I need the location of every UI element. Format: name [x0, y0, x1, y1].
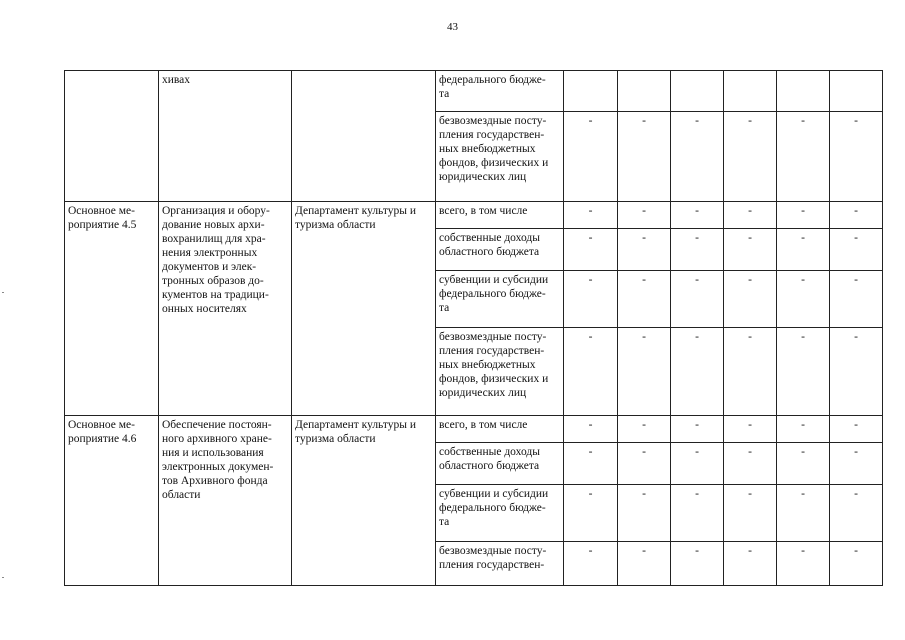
title-cell	[159, 416, 292, 586]
value-cell: -	[618, 112, 671, 202]
scan-mark	[2, 292, 4, 293]
value-cell: -	[671, 112, 724, 202]
page-number: 43	[447, 21, 458, 33]
value-cell: -	[564, 112, 618, 202]
executor-cell	[292, 202, 436, 416]
value-cell: -	[830, 328, 883, 416]
funding-source-text: субвенции и субсидии федерального бюдже- та	[439, 488, 549, 528]
title-cell	[159, 71, 292, 202]
value-cell: -	[830, 443, 883, 485]
value-cell: -	[830, 112, 883, 202]
value-cell: -	[671, 416, 724, 443]
value-cell: -	[564, 485, 618, 542]
value-cell: -	[564, 542, 618, 586]
value-cell: -	[564, 202, 618, 229]
value-cell: -	[724, 112, 777, 202]
executor-cell-text: Департамент культуры и туризма области	[295, 419, 416, 445]
value-cell: -	[830, 271, 883, 328]
value-cell: -	[724, 271, 777, 328]
value-cell: -	[777, 443, 830, 485]
value-cell: -	[777, 416, 830, 443]
funding-source-text: безвозмездные посту- пления государствен-	[439, 545, 547, 571]
funding-source-text: безвозмездные посту- пления государствен- ных внебюджетных фондов, физических и юридических лиц	[439, 115, 549, 183]
value-cell	[671, 71, 724, 112]
funding-source-text: всего, в том числе	[439, 205, 528, 217]
value-cell: -	[777, 202, 830, 229]
measure-cell	[65, 416, 159, 586]
value-cell: -	[777, 112, 830, 202]
value-cell: -	[618, 328, 671, 416]
value-cell: -	[830, 202, 883, 229]
funding-source-cell	[436, 328, 564, 416]
value-cell: -	[830, 229, 883, 271]
funding-source-cell	[436, 416, 564, 443]
value-cell: -	[777, 229, 830, 271]
value-cell: -	[724, 443, 777, 485]
funding-source-cell	[436, 542, 564, 586]
value-cell: -	[724, 202, 777, 229]
value-cell: -	[777, 271, 830, 328]
executor-cell	[292, 416, 436, 586]
table-row	[65, 202, 883, 229]
value-cell	[618, 71, 671, 112]
value-cell: -	[830, 542, 883, 586]
value-cell: -	[618, 485, 671, 542]
value-cell: -	[564, 229, 618, 271]
budget-table	[64, 70, 883, 586]
value-cell: -	[671, 443, 724, 485]
value-cell: -	[777, 485, 830, 542]
value-cell	[830, 71, 883, 112]
funding-source-cell	[436, 485, 564, 542]
funding-source-text: субвенции и субсидии федерального бюдже- та	[439, 274, 549, 314]
title-cell	[159, 202, 292, 416]
measure-cell	[65, 71, 159, 202]
value-cell: -	[724, 229, 777, 271]
title-cell-text: хивах	[162, 74, 191, 86]
value-cell: -	[777, 328, 830, 416]
value-cell: -	[564, 416, 618, 443]
table-row	[65, 71, 883, 112]
value-cell: -	[830, 416, 883, 443]
value-cell: -	[777, 542, 830, 586]
funding-source-cell	[436, 202, 564, 229]
value-cell: -	[671, 542, 724, 586]
value-cell	[777, 71, 830, 112]
value-cell: -	[618, 271, 671, 328]
funding-source-text: федерального бюдже- та	[439, 74, 546, 100]
table-row	[65, 416, 883, 443]
measure-cell-text: Основное ме- роприятие 4.5	[68, 205, 137, 231]
value-cell: -	[671, 229, 724, 271]
value-cell: -	[618, 416, 671, 443]
funding-source-text: собственные доходы областного бюджета	[439, 232, 540, 258]
funding-source-cell	[436, 271, 564, 328]
value-cell: -	[830, 485, 883, 542]
measure-cell-text: Основное ме- роприятие 4.6	[68, 419, 137, 445]
value-cell: -	[618, 202, 671, 229]
value-cell: -	[618, 229, 671, 271]
measure-cell	[65, 202, 159, 416]
value-cell: -	[564, 271, 618, 328]
value-cell: -	[564, 328, 618, 416]
value-cell: -	[671, 271, 724, 328]
funding-source-cell	[436, 443, 564, 485]
funding-source-cell	[436, 71, 564, 112]
scan-mark	[2, 577, 4, 578]
executor-cell-text: Департамент культуры и туризма области	[295, 205, 416, 231]
value-cell: -	[724, 416, 777, 443]
value-cell	[564, 71, 618, 112]
value-cell: -	[671, 485, 724, 542]
executor-cell	[292, 71, 436, 202]
title-cell-text: Организация и обору- дование новых архи- вохранилищ для хра- нения электронных документов и элек- тронных образов до- кументов на традици- онных носителях	[162, 205, 270, 315]
value-cell: -	[724, 542, 777, 586]
value-cell: -	[724, 485, 777, 542]
value-cell: -	[564, 443, 618, 485]
value-cell	[724, 71, 777, 112]
funding-source-text: собственные доходы областного бюджета	[439, 446, 540, 472]
value-cell: -	[671, 328, 724, 416]
funding-source-cell	[436, 112, 564, 202]
funding-source-text: безвозмездные посту- пления государствен- ных внебюджетных фондов, физических и юридических лиц	[439, 331, 549, 399]
value-cell: -	[618, 542, 671, 586]
title-cell-text: Обеспечение постоян- ного архивного хране- ния и использования электронных докумен- тов Архивного фонда области	[162, 419, 274, 501]
value-cell: -	[618, 443, 671, 485]
value-cell: -	[671, 202, 724, 229]
value-cell: -	[724, 328, 777, 416]
funding-source-text: всего, в том числе	[439, 419, 528, 431]
funding-source-cell	[436, 229, 564, 271]
